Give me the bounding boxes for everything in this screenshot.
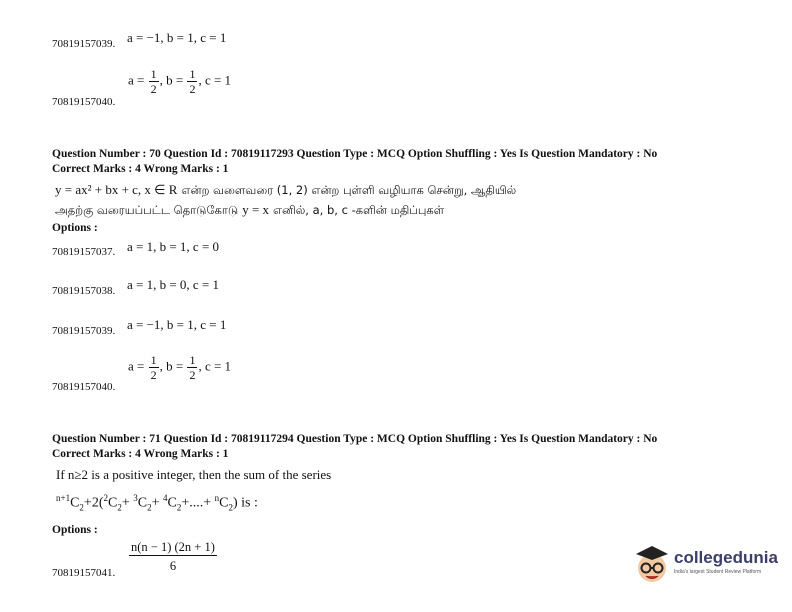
options-label: Options : [52, 222, 98, 234]
option-text: a = 1, b = 1, c = 0 [127, 239, 220, 254]
fraction-b: $\frac{1}{2}$ [189, 353, 196, 382]
option-id: 70819157041. [52, 567, 116, 579]
question-line-1: y = ax² + bx + c, x ∈ R என்ற வளைவரை (1, 2) என்ற புள்ளி வழியாக சென்று, ஆதியில் [55, 182, 517, 197]
series-expression: $^{n+1}C_2+2(^2C_2+ ^3C_2+ ^4C_2+....+ ^nC_2)$ is : [56, 493, 258, 513]
option-text: a = 1, b = 0, c = 1 [127, 277, 220, 292]
fraction-a: $\frac{1}{2}$ [150, 67, 157, 96]
fraction-option: $\frac{n(n - 1) (2n + 1)}{6}$ [131, 540, 215, 573]
fraction-b: $\frac{1}{2}$ [189, 67, 196, 96]
option-id: 70819157039. [52, 38, 116, 50]
option-id: 70819157039. [52, 325, 116, 337]
marks-header: Correct Marks : 4 Wrong Marks : 1 [52, 448, 229, 460]
options-label: Options : [52, 524, 98, 536]
option-text: a = −1, b = 1, c = 1 [127, 317, 227, 332]
option-id: 70819157038. [52, 285, 116, 297]
option-id: 70819157037. [52, 246, 116, 258]
option-fraction-expression: a = $\frac{1}{2}$ , b = $\frac{1}{2}$ , c = 1 [128, 67, 232, 96]
mascot-icon [632, 540, 672, 586]
option-fraction-expression [128, 541, 218, 572]
option-text: a = −1, b = 1, c = 1 [127, 30, 227, 45]
marks-header: Correct Marks : 4 Wrong Marks : 1 [52, 163, 229, 175]
option-id: 70819157040. [52, 381, 116, 393]
logo-tagline: India's largest Student Review Platform [674, 569, 762, 575]
fraction-a: $\frac{1}{2}$ [150, 353, 157, 382]
question-line-2: அதற்கு வரையப்பட்ட தொடுகோடு y = x எனில், a, b, c -களின் மதிப்புகள் [55, 202, 445, 217]
question-text: If n≥2 is a positive integer, then the sum of the series [56, 467, 332, 482]
option-id: 70819157040. [52, 96, 116, 108]
question-header: Question Number : 71 Question Id : 70819117294 Question Type : MCQ Option Shuffling : Yes Is Question Mandatory : No [52, 433, 658, 445]
option-fraction-expression: a = $\frac{1}{2}$ , b = $\frac{1}{2}$ , c = 1 [128, 353, 232, 382]
logo-name: collegedunia [674, 548, 778, 567]
question-header: Question Number : 70 Question Id : 70819117293 Question Type : MCQ Option Shuffling : Yes Is Question Mandatory : No [52, 148, 658, 160]
